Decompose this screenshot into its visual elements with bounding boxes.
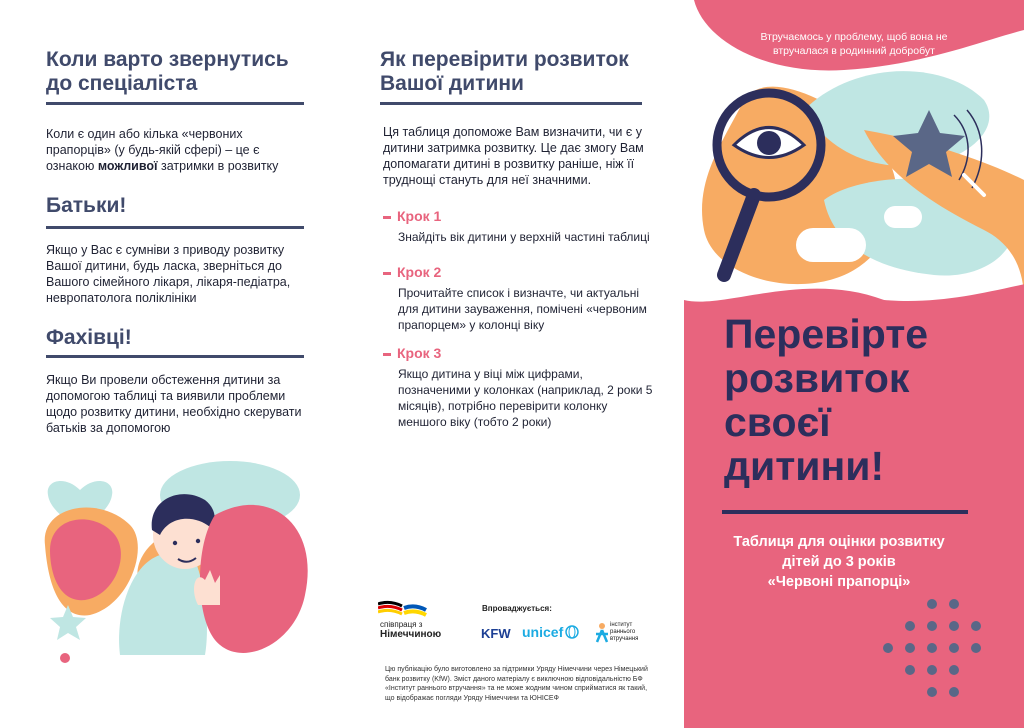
- section-heading-how-to-check: Як перевірити розвиток Вашої дитини: [380, 48, 629, 95]
- cover-subtitle: [706, 532, 972, 592]
- flags-icon: [378, 600, 428, 620]
- step-3-text: Якщо дитина у віці між цифрами, позначеними у колонках (наприклад, 2 роки 5 місяців), потрібно перевірити колонку меншого віку (тобто 2 роки): [398, 367, 653, 429]
- eye-pupil: [757, 131, 781, 155]
- heading-divider: [46, 355, 304, 358]
- disclaimer-text: Цю публікацію було виготовлено за підтримки Уряду Німеччини через Німецький банк розвитку (KfW). Зміст даного матеріалу є виключною відповідальністю БФ «Інститут раннього втручання» та не може жодним чином сприйматися як такий, що відображає погляди Уряду Німеччини та ЮНІСЕФ: [385, 666, 648, 702]
- left-panel: [0, 0, 342, 728]
- step-label: Крок 3: [397, 345, 442, 361]
- dash-marker: [383, 216, 391, 219]
- subtitle-line: «Червоні прапорці»: [767, 574, 911, 590]
- text-part: затримки в розвитку: [157, 159, 279, 173]
- section-text-when-to-see-specialist: [46, 126, 308, 174]
- cooperation-germany-logo: [378, 598, 468, 642]
- kfw-logo: KFW: [481, 626, 511, 641]
- unicef-logo: [522, 624, 579, 640]
- title-line: дитини!: [724, 443, 885, 489]
- child-eye: [173, 541, 177, 545]
- cover-panel: [684, 0, 1024, 728]
- text-part: Коли є один або кілька «червоних прапорців» (у будь-якій сфері) – це є ознакою: [46, 127, 260, 173]
- globe-icon: [565, 625, 579, 639]
- step-label: Крок 2: [397, 264, 442, 280]
- section-heading-specialists: Фахівці!: [46, 326, 132, 349]
- title-divider: [722, 510, 968, 514]
- heading-divider: [46, 102, 304, 105]
- subtitle-line: Таблиця для оцінки розвитку: [733, 534, 945, 550]
- step-1-title: [383, 208, 441, 224]
- institute-line-1: інститут: [610, 622, 633, 628]
- title-line: своєї: [724, 399, 831, 445]
- person-icon: [594, 622, 610, 644]
- title-line: Перевірте: [724, 311, 929, 357]
- section-heading-parents: Батьки!: [46, 194, 127, 217]
- dash-marker: [383, 353, 391, 356]
- heading-divider: [380, 102, 642, 105]
- dash-marker: [383, 272, 391, 275]
- step-1-text: Знайдіть вік дитини у верхній частині таблиці: [398, 230, 650, 244]
- intro-text: Ця таблиця допоможе Вам визначити, чи є у дитини затримка розвитку. Це дає змогу Вам допомагати дитині в розвитку раніше, ніж її труднощі стануть для неї значними.: [383, 125, 644, 187]
- child-illustration: [20, 455, 320, 675]
- institute-logo: [594, 620, 654, 650]
- step-2-title: [383, 264, 441, 280]
- white-pill: [796, 228, 866, 262]
- institute-line-3: втручання: [610, 636, 639, 642]
- pink-heart-blob: [200, 505, 308, 653]
- title-line: розвиток: [724, 355, 910, 401]
- cover-title: [724, 312, 1014, 488]
- step-2-text: Прочитайте список і визначте, чи актуальні для дитини зауваження, помічені «червоним прапорцем» у колонці віку: [398, 286, 647, 332]
- section-text-specialists: Якщо Ви провели обстеження дитини за допомогою таблиці та виявили проблеми щодо розвитку дитини, необхідно скерувати батьків за допомогою: [46, 373, 302, 435]
- white-pill: [884, 206, 922, 228]
- institute-line-2: раннього: [610, 629, 636, 635]
- section-text-parents: Якщо у Вас є сумніви з приводу розвитку Вашої дитини, будь ласка, зверніться до Вашого сімейного лікаря, лікаря-педіатра, невропатолога поліклініки: [46, 243, 291, 305]
- tagline: Втручаємось у проблему, щоб вона не втручалася в родинний добробут: [760, 31, 948, 57]
- cooperation-line-2: Німеччиною: [380, 629, 442, 640]
- unicef-text: unicef: [522, 624, 564, 640]
- text-emphasis: можливої: [97, 159, 158, 173]
- section-heading-when-to-see-specialist: Коли варто звернутись до спеціаліста: [46, 48, 289, 95]
- heading-divider: [46, 226, 304, 229]
- step-3-title: [383, 345, 441, 361]
- implemented-by-label: Впроваджується:: [482, 604, 552, 613]
- subtitle-line: дітей до 3 років: [782, 554, 896, 570]
- cooperation-line-1: співпраця з: [380, 620, 423, 629]
- step-label: Крок 1: [397, 208, 442, 224]
- child-eye: [196, 539, 200, 543]
- dot-decoration: [60, 653, 70, 663]
